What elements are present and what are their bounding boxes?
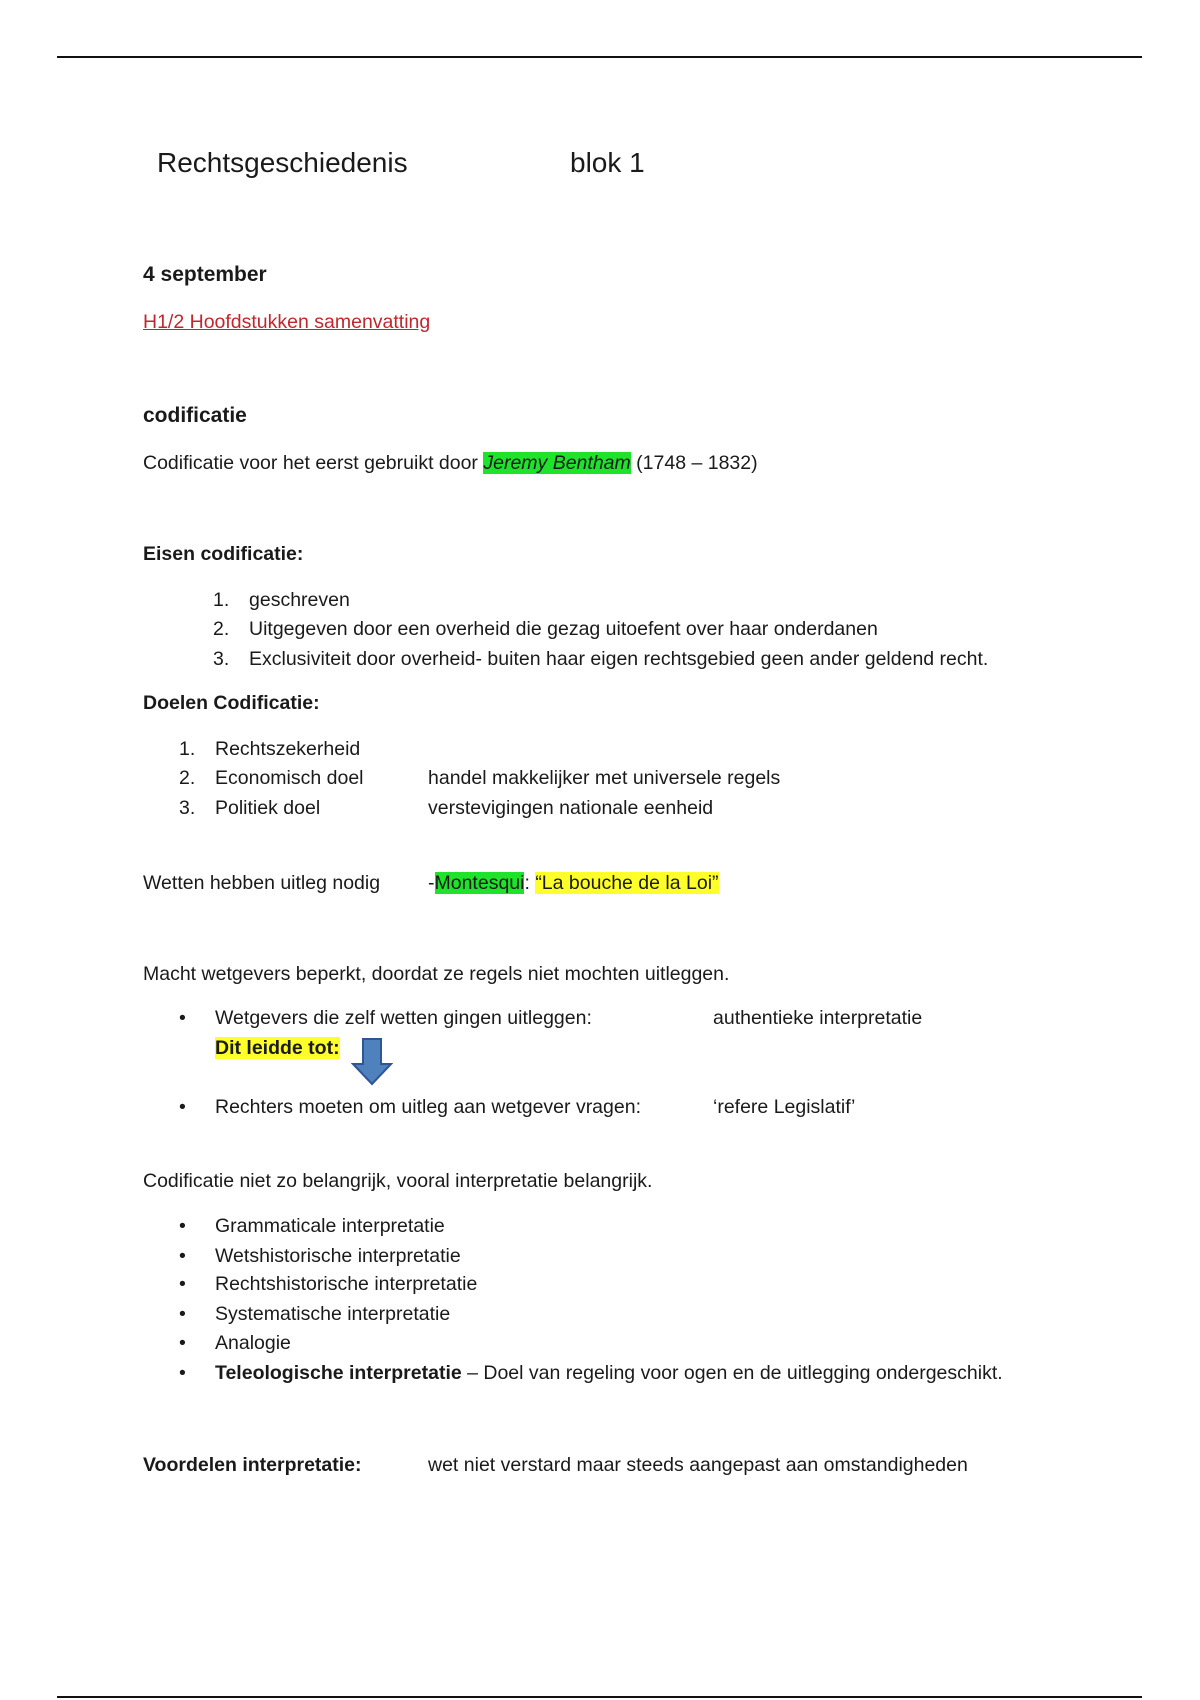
eisen-item xyxy=(213,646,988,672)
bottom-rule xyxy=(57,1696,1142,1698)
bullet-dot: • xyxy=(179,1007,186,1029)
macht-bullet-term: ‘refere Legislatif’ xyxy=(713,1096,856,1118)
doelen-item xyxy=(179,736,360,762)
doelen-heading: Doelen Codificatie: xyxy=(143,692,320,714)
macht-text: Macht wetgevers beperkt, doordat ze regels niet mochten uitleggen. xyxy=(143,963,730,985)
montesqui-highlight: Montesqui xyxy=(434,872,525,894)
date-heading: 4 september xyxy=(143,263,267,286)
list-number: 3. xyxy=(213,648,230,670)
voordelen-text: wet niet verstard maar steeds aangepast aan omstandigheden xyxy=(428,1454,968,1476)
interpretatie-item: Grammaticale interpretatie xyxy=(215,1215,445,1237)
interpretatie-item: Rechtshistorische interpretatie xyxy=(215,1273,478,1295)
interpretatie-intro: Codificatie niet zo belangrijk, vooral interpretatie belangrijk. xyxy=(143,1170,653,1192)
top-rule xyxy=(57,56,1142,58)
montesquieu-quote xyxy=(428,870,719,896)
interpretatie-item-teleologisch xyxy=(215,1360,1003,1386)
uitleg-text: Wetten hebben uitleg nodig xyxy=(143,872,381,894)
teleologisch-text: – Doel van regeling voor ogen en de uitlegging ondergeschikt. xyxy=(461,1362,1003,1384)
codificatie-heading: codificatie xyxy=(143,404,247,427)
bentham-highlight: Jeremy Bentham xyxy=(483,452,631,474)
list-label: Rechtszekerheid xyxy=(215,738,361,760)
document-title: Rechtsgeschiedenis xyxy=(157,147,408,178)
list-number: 1. xyxy=(213,589,230,611)
doelen-item xyxy=(179,765,364,791)
doelen-detail: verstevigingen nationale eenheid xyxy=(428,797,714,819)
bullet-dot: • xyxy=(179,1303,186,1325)
eisen-item xyxy=(213,616,878,642)
quote-highlight: “La bouche de la Loi” xyxy=(535,872,719,894)
interpretatie-item: Systematische interpretatie xyxy=(215,1303,451,1325)
list-text: Uitgegeven door een overheid die gezag uitoefent over haar onderdanen xyxy=(249,618,878,640)
bullet-dot: • xyxy=(179,1215,186,1237)
colon: : xyxy=(524,872,536,894)
bullet-dot: • xyxy=(179,1332,186,1354)
teleologisch-label: Teleologische interpretatie xyxy=(215,1362,462,1384)
sentence-start: Codificatie voor het eerst gebruikt door xyxy=(143,452,484,474)
arrow-down-icon xyxy=(351,1038,393,1086)
list-number: 1. xyxy=(179,738,196,760)
bullet-dot: • xyxy=(179,1273,186,1295)
sentence-end: (1748 – 1832) xyxy=(630,452,758,474)
bullet-dot: • xyxy=(179,1362,186,1384)
list-text: Exclusiviteit door overheid- buiten haar eigen rechtsgebied geen ander geldend recht. xyxy=(249,648,989,670)
led-to-label xyxy=(215,1035,340,1061)
dash: - xyxy=(428,872,435,894)
list-text: geschreven xyxy=(249,589,350,611)
doelen-item xyxy=(179,795,320,821)
voordelen-label: Voordelen interpretatie: xyxy=(143,1454,362,1476)
chapter-link[interactable]: H1/2 Hoofdstukken samenvatting xyxy=(143,311,431,333)
macht-bullet-text: Wetgevers die zelf wetten gingen uitleggen: xyxy=(215,1007,592,1029)
bullet-dot: • xyxy=(179,1096,186,1118)
list-number: 2. xyxy=(213,618,230,640)
codificatie-sentence xyxy=(143,450,758,476)
list-label: Economisch doel xyxy=(215,767,364,789)
interpretatie-item: Wetshistorische interpretatie xyxy=(215,1245,461,1267)
list-number: 3. xyxy=(179,797,196,819)
macht-bullet-term: authentieke interpretatie xyxy=(713,1007,923,1029)
list-label: Politiek doel xyxy=(215,797,321,819)
macht-bullet-text: Rechters moeten om uitleg aan wetgever vragen: xyxy=(215,1096,641,1118)
led-to-highlight: Dit leidde tot: xyxy=(215,1037,340,1059)
doelen-detail: handel makkelijker met universele regels xyxy=(428,767,781,789)
eisen-item xyxy=(213,587,350,613)
bullet-dot: • xyxy=(179,1245,186,1267)
interpretatie-item: Analogie xyxy=(215,1332,291,1354)
eisen-heading: Eisen codificatie: xyxy=(143,543,304,565)
block-label: blok 1 xyxy=(570,147,645,178)
list-number: 2. xyxy=(179,767,196,789)
